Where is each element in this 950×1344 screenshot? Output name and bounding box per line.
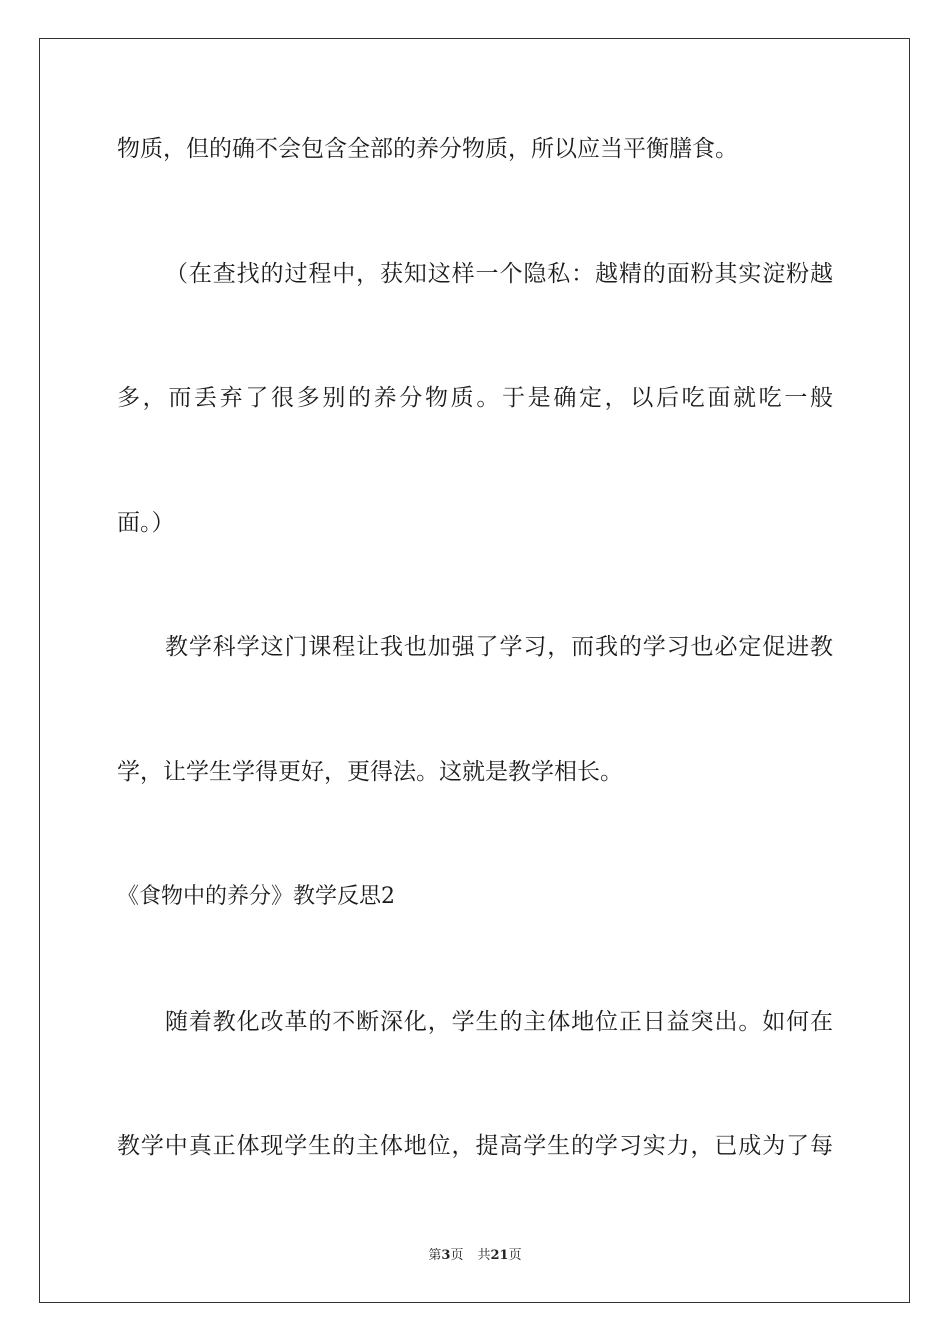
paragraph-line: 教学中真正体现学生的主体地位，提高学生的学习实力，已成为了每 [117,1133,833,1159]
page-border [39,38,910,1303]
paragraph-line: （在查找的过程中，获知这样一个隐私：越精的面粉其实淀粉越 [165,261,833,287]
footer-page-suffix: 页 [450,1248,464,1263]
paragraph-line: 面。） [117,510,175,536]
page-footer [0,1247,950,1265]
paragraph-line: 多，而丢弃了很多别的养分物质。于是确定，以后吃面就吃一般 [117,385,833,411]
paragraph-line: 物质，但的确不会包含全部的养分物质，所以应当平衡膳食。 [117,136,738,162]
footer-page-prefix: 第 [428,1248,442,1263]
footer-page-number: 3 [441,1248,451,1263]
section-heading: 《食物中的养分》教学反思2 [117,884,395,909]
paragraph-line: 学，让学生学得更好，更得法。这就是教学相长。 [117,759,623,785]
footer-total-suffix: 页 [508,1248,522,1263]
paragraph-line: 随着教化改革的不断深化，学生的主体地位正日益突出。如何在 [165,1009,833,1035]
paragraph-line: 教学科学这门课程让我也加强了学习，而我的学习也必定促进教 [165,634,833,660]
footer-total-prefix: 共 [477,1248,491,1263]
footer-total-number: 21 [490,1248,509,1263]
